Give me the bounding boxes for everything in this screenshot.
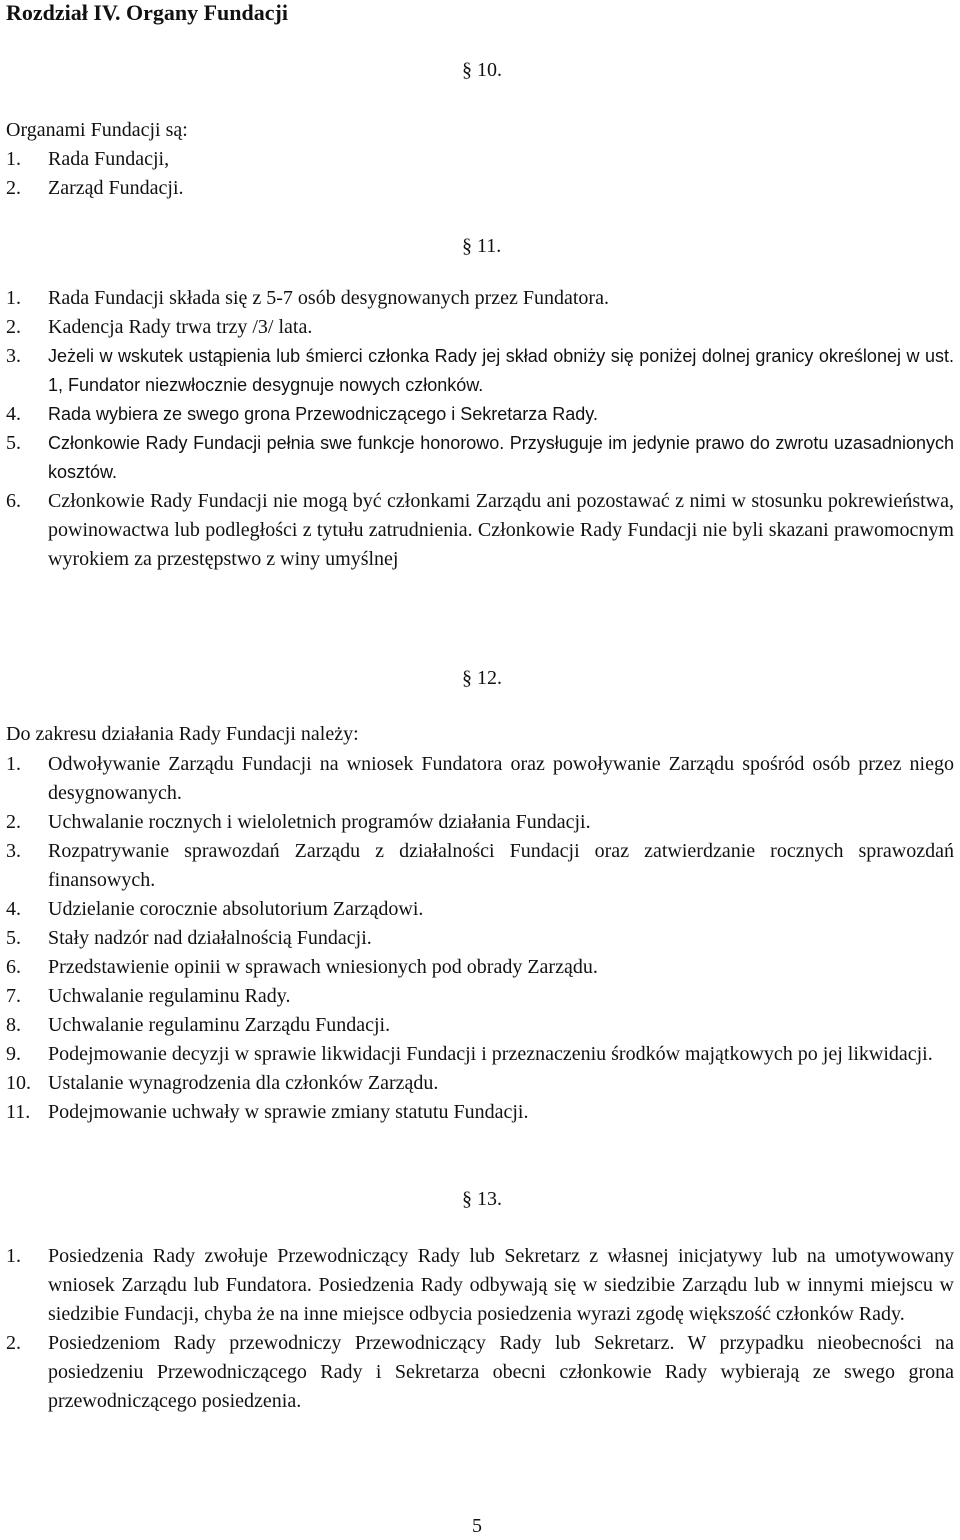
item-text: Podejmowanie decyzji w sprawie likwidacji Fundacji i przeznaczeniu środków majątkowych po jej likwidacji. <box>48 1043 933 1065</box>
item-text: Jeżeli w wskutek ustąpienia lub śmierci członka Rady jej skład obniży się poniżej dolnej granicy określonej w ust. 1, Fundator niezwłocznie desygnuje nowych członków. <box>48 346 954 395</box>
item-number: 3. <box>6 840 21 862</box>
chapter-title: Rozdział IV. Organy Fundacji <box>6 0 288 25</box>
item-text: Rozpatrywanie sprawozdań Zarządu z działalności Fundacji oraz zatwierdzanie rocznych sprawozdań finansowych. <box>48 840 954 891</box>
item-text: Rada wybiera ze swego grona Przewodniczącego i Sekretarza Rady. <box>48 404 598 424</box>
section-10-intro: Organami Fundacji są: <box>6 119 188 141</box>
item-text: Uchwalanie regulaminu Zarządu Fundacji. <box>48 1014 391 1036</box>
section-sign: § <box>462 1188 472 1210</box>
item-text: Kadencja Rady trwa trzy /3/ lata. <box>48 316 313 338</box>
section-number: 10. <box>477 59 502 81</box>
page-number: 5 <box>472 1515 482 1537</box>
section-13-heading <box>462 1185 502 1213</box>
list-item <box>6 1011 954 1040</box>
item-text: Uchwalanie regulaminu Rady. <box>48 985 291 1007</box>
item-text: Posiedzenia Rady zwołuje Przewodniczący Rady lub Sekretarz z własnej inicjatywy lub na umotywowany wniosek Zarządu lub Fundatora. Posiedzenia Rady odbywają się w siedzibie Zarządu lub w innymi miejscu w siedzibie Fundacji, chyba że na inne miejsce odbycia posiedzenia wyrazi zgodę większość członków Rady. <box>48 1245 954 1325</box>
item-number: 1. <box>6 1245 21 1267</box>
list-item <box>6 750 954 808</box>
list-item <box>6 924 954 953</box>
section-10-list <box>6 145 954 203</box>
item-text: Rada Fundacji, <box>48 148 170 170</box>
list-item <box>6 895 954 924</box>
item-number: 2. <box>6 177 21 199</box>
item-number: 9. <box>6 1043 21 1065</box>
item-number: 8. <box>6 1014 21 1036</box>
item-number: 2. <box>6 1332 21 1354</box>
item-text: Zarząd Fundacji. <box>48 177 184 199</box>
item-number: 11. <box>6 1101 31 1123</box>
item-text: Uchwalanie rocznych i wieloletnich programów działania Fundacji. <box>48 811 591 833</box>
section-10-heading <box>462 56 502 84</box>
item-text: Odwoływanie Zarządu Fundacji na wniosek Fundatora oraz powoływanie Zarządu spośród osób przez niego desygnowanych. <box>48 753 954 804</box>
item-text: Rada Fundacji składa się z 5-7 osób desygnowanych przez Fundatora. <box>48 287 609 309</box>
item-number: 5. <box>6 432 21 454</box>
list-item <box>6 1242 954 1329</box>
item-number: 6. <box>6 490 21 512</box>
list-item <box>6 342 954 400</box>
item-number: 2. <box>6 316 21 338</box>
item-text: Stały nadzór nad działalnością Fundacji. <box>48 927 372 949</box>
section-11-heading <box>462 232 501 260</box>
item-number: 3. <box>6 345 21 367</box>
item-number: 1. <box>6 287 21 309</box>
item-number: 4. <box>6 898 21 920</box>
list-item <box>6 284 954 313</box>
list-item <box>6 1040 954 1069</box>
section-sign: § <box>462 667 472 689</box>
item-number: 1. <box>6 753 21 775</box>
section-12-list <box>6 750 954 1127</box>
list-item <box>6 429 954 487</box>
section-12-intro: Do zakresu działania Rady Fundacji należy: <box>6 723 359 745</box>
item-number: 7. <box>6 985 21 1007</box>
list-item <box>6 1069 954 1098</box>
section-11-list <box>6 284 954 574</box>
item-text: Członkowie Rady Fundacji nie mogą być członkami Zarządu ani pozostawać z nimi w stosunku pokrewieństwa, powinowactwa lub podległości z tytułu zatrudnienia. Członkowie Rady Fundacji nie byli skazani prawomocnym wyrokiem za przestępstwo z winy umyślnej <box>48 490 954 570</box>
list-item <box>6 145 954 174</box>
item-number: 10. <box>6 1072 31 1094</box>
item-text: Podejmowanie uchwały w sprawie zmiany statutu Fundacji. <box>48 1101 529 1123</box>
item-number: 2. <box>6 811 21 833</box>
item-text: Udzielanie corocznie absolutorium Zarządowi. <box>48 898 424 920</box>
item-number: 5. <box>6 927 21 949</box>
list-item <box>6 174 954 203</box>
section-sign: § <box>462 59 472 81</box>
section-sign: § <box>462 235 472 257</box>
list-item <box>6 487 954 574</box>
list-item <box>6 837 954 895</box>
list-item <box>6 1329 954 1416</box>
list-item <box>6 982 954 1011</box>
item-text: Posiedzeniom Rady przewodniczy Przewodniczący Rady lub Sekretarz. W przypadku nieobecności na posiedzeniu Przewodniczącego Rady i Sekretarza obecni członkowie Rady wybierają ze swego grona przewodniczącego posiedzenia. <box>48 1332 954 1412</box>
list-item <box>6 400 954 429</box>
list-item <box>6 808 954 837</box>
list-item <box>6 1098 954 1127</box>
section-number: 13. <box>477 1188 502 1210</box>
section-number: 11. <box>477 235 502 257</box>
item-text: Przedstawienie opinii w sprawach wniesionych pod obrady Zarządu. <box>48 956 598 978</box>
list-item <box>6 953 954 982</box>
section-12-heading <box>462 664 502 692</box>
section-number: 12. <box>477 667 502 689</box>
item-text: Członkowie Rady Fundacji pełnia swe funkcje honorowo. Przysługuje im jedynie prawo do zwrotu uzasadnionych kosztów. <box>48 433 954 482</box>
section-13-list <box>6 1242 954 1416</box>
item-number: 6. <box>6 956 21 978</box>
item-number: 1. <box>6 148 21 170</box>
item-number: 4. <box>6 403 21 425</box>
item-text: Ustalanie wynagrodzenia dla członków Zarządu. <box>48 1072 439 1094</box>
list-item <box>6 313 954 342</box>
